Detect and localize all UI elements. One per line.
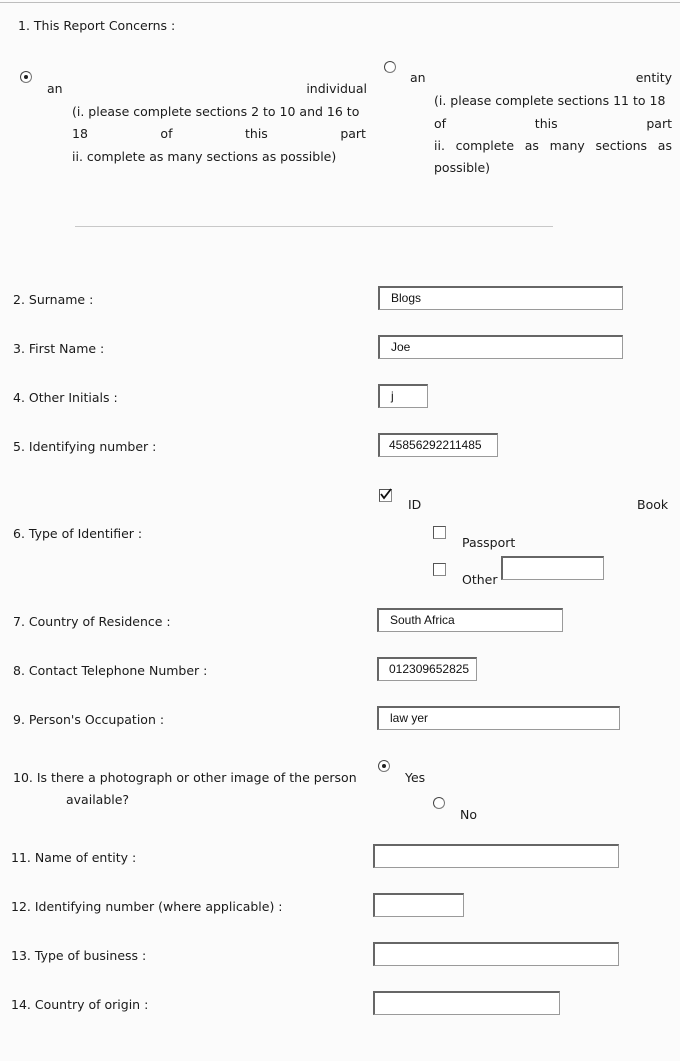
photo-no-label: No — [460, 807, 477, 822]
other-initials-label: 4. Other Initials : — [13, 390, 118, 405]
text-part: part — [340, 126, 366, 141]
type-of-identifier-label: 6. Type of Identifier : — [13, 526, 143, 541]
individual-instruction-line1: (i. please complete sections 2 to 10 and 16 to — [72, 104, 360, 119]
first-name-field[interactable]: Joe — [378, 335, 623, 359]
text-many: many — [549, 138, 585, 153]
entity-instruction-line1: (i. please complete sections 11 to 18 — [434, 93, 666, 108]
entity-word-entity: entity — [635, 70, 672, 85]
country-of-residence-field[interactable]: South Africa — [377, 608, 563, 632]
text-as: as — [524, 138, 539, 153]
surname-label: 2. Surname : — [13, 292, 94, 307]
text-sections: sections — [595, 138, 648, 153]
text-of: of — [434, 116, 447, 131]
entity-word-an: an — [410, 70, 426, 85]
text-of: of — [160, 126, 173, 141]
surname-field[interactable]: Blogs — [378, 286, 623, 310]
passport-label: Passport — [462, 535, 516, 550]
identifying-number-field[interactable]: 45856292211485 — [378, 433, 498, 457]
individual-word-an: an — [47, 81, 63, 96]
entity-instruction-line2 — [434, 116, 672, 131]
name-of-entity-label: 11. Name of entity : — [11, 850, 137, 865]
entity-identifying-number-field[interactable] — [373, 893, 464, 917]
type-of-business-field[interactable] — [373, 942, 619, 966]
individual-instruction-line3: ii. complete as many sections as possible) — [72, 149, 337, 164]
entity-instruction-line3 — [434, 138, 672, 153]
first-name-label: 3. First Name : — [13, 341, 105, 356]
identifying-number-label: 5. Identifying number : — [13, 439, 157, 454]
other-label: Other — [462, 572, 498, 587]
radio-individual[interactable] — [20, 71, 32, 83]
radio-entity[interactable] — [384, 61, 396, 73]
book-label: Book — [637, 497, 669, 512]
section-divider — [75, 226, 553, 227]
text-as-2: as — [657, 138, 672, 153]
entity-title-row — [410, 70, 672, 85]
name-of-entity-field[interactable] — [373, 844, 619, 868]
occupation-label: 9. Person's Occupation : — [13, 712, 165, 727]
country-of-residence-label: 7. Country of Residence : — [13, 614, 171, 629]
checkbox-other[interactable] — [433, 563, 446, 576]
text-18: 18 — [72, 126, 88, 141]
other-identifier-field[interactable] — [501, 556, 604, 580]
top-border — [0, 2, 680, 3]
q1-label: 1. This Report Concerns : — [18, 18, 176, 33]
type-of-business-label: 13. Type of business : — [11, 948, 147, 963]
text-complete: complete — [455, 138, 515, 153]
checkbox-passport[interactable] — [433, 526, 446, 539]
photo-yes-label: Yes — [405, 770, 426, 785]
individual-instruction-line2 — [72, 126, 366, 141]
individual-title-row — [47, 81, 367, 96]
text-ii: ii. — [434, 138, 445, 153]
country-of-origin-label: 14. Country of origin : — [11, 997, 149, 1012]
checkbox-id-book[interactable] — [379, 489, 392, 502]
photograph-question-line1: 10. Is there a photograph or other image of the person — [13, 770, 357, 785]
individual-word-individual: individual — [306, 81, 367, 96]
text-this: this — [245, 126, 268, 141]
text-part: part — [646, 116, 672, 131]
checkmark-icon — [379, 487, 393, 501]
radio-photo-yes[interactable] — [378, 760, 390, 772]
other-initials-field[interactable]: j — [378, 384, 428, 408]
entity-instruction-line4: possible) — [434, 160, 491, 175]
contact-telephone-label: 8. Contact Telephone Number : — [13, 663, 208, 678]
contact-telephone-field[interactable]: 012309652825 — [377, 657, 477, 681]
id-label: ID — [408, 497, 422, 512]
occupation-field[interactable]: law yer — [377, 706, 620, 730]
country-of-origin-field[interactable] — [373, 991, 560, 1015]
entity-identifying-number-label: 12. Identifying number (where applicable) : — [11, 899, 283, 914]
radio-photo-no[interactable] — [433, 797, 445, 809]
photograph-question-line2: available? — [66, 792, 130, 807]
text-this: this — [534, 116, 558, 131]
